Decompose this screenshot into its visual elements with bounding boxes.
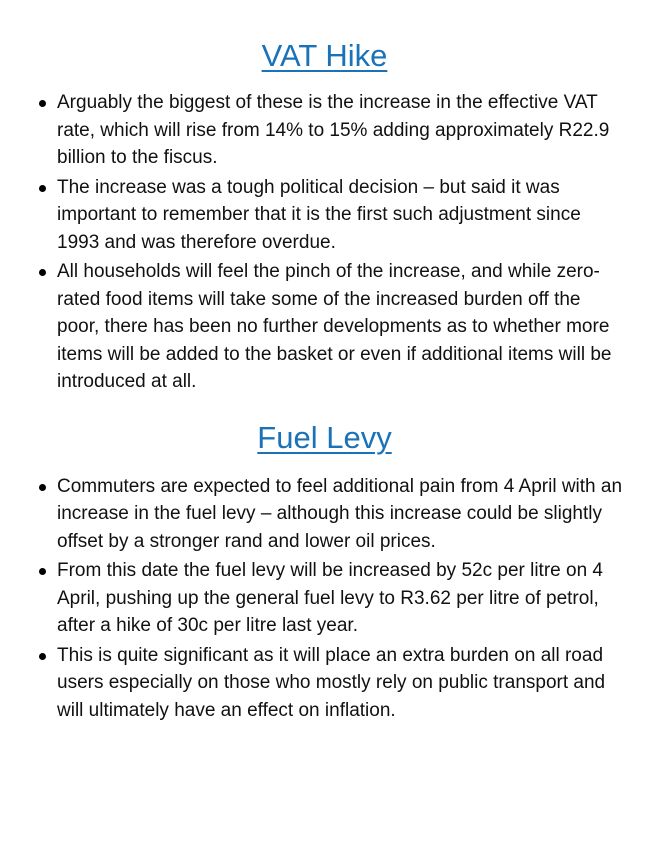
bullet-item (36, 473, 627, 556)
bullet-dot-icon (39, 185, 46, 192)
fuel-levy-heading: Fuel Levy (257, 419, 392, 455)
bullet-dot-icon (39, 100, 46, 107)
vat-hike-heading: VAT Hike (261, 38, 388, 73)
bullet-text: From this date the fuel levy will be increased by 52c per litre on 4 April, pushing up the general fuel levy to R3.62 per litre of petrol, after a hike of 30c per litre last year. (57, 560, 603, 636)
bullet-dot-icon (39, 484, 46, 491)
bullet-text: This is quite significant as it will place an extra burden on all road users especially on those who mostly rely on public transport and will ultimately have an effect on inflation. (57, 644, 606, 721)
bullet-dot-icon (39, 568, 46, 575)
bullet-dot-icon (39, 269, 46, 276)
bullet-text: Arguably the biggest of these is the increase in the effective VAT rate, which will rise from 14% to 15% adding approximately R22.9 billion to the fiscus. (57, 92, 610, 168)
bullet-item (36, 258, 627, 396)
bullet-dot-icon (39, 653, 46, 660)
bullet-text: The increase was a tough political decision – but said it was important to remember that it is the first such adjustment since 1993 and was therefore overdue. (57, 176, 581, 253)
bullet-item (36, 642, 627, 725)
vat-hike-bullet-list (0, 89, 649, 396)
bullet-item (36, 174, 627, 257)
bullet-text: All households will feel the pinch of the increase, and while zero-rated food items will take some of the increased burden off the poor, there has been no further developments as to whether more items will be added to the basket or even if additional items will be introduced at all. (57, 261, 612, 392)
bullet-item (36, 89, 627, 172)
fuel-levy-bullet-list (0, 473, 649, 725)
bullet-item (36, 557, 627, 640)
bullet-text: Commuters are expected to feel additional pain from 4 April with an increase in the fuel levy – although this increase could be slightly offset by a stronger rand and lower oil prices. (57, 475, 623, 552)
